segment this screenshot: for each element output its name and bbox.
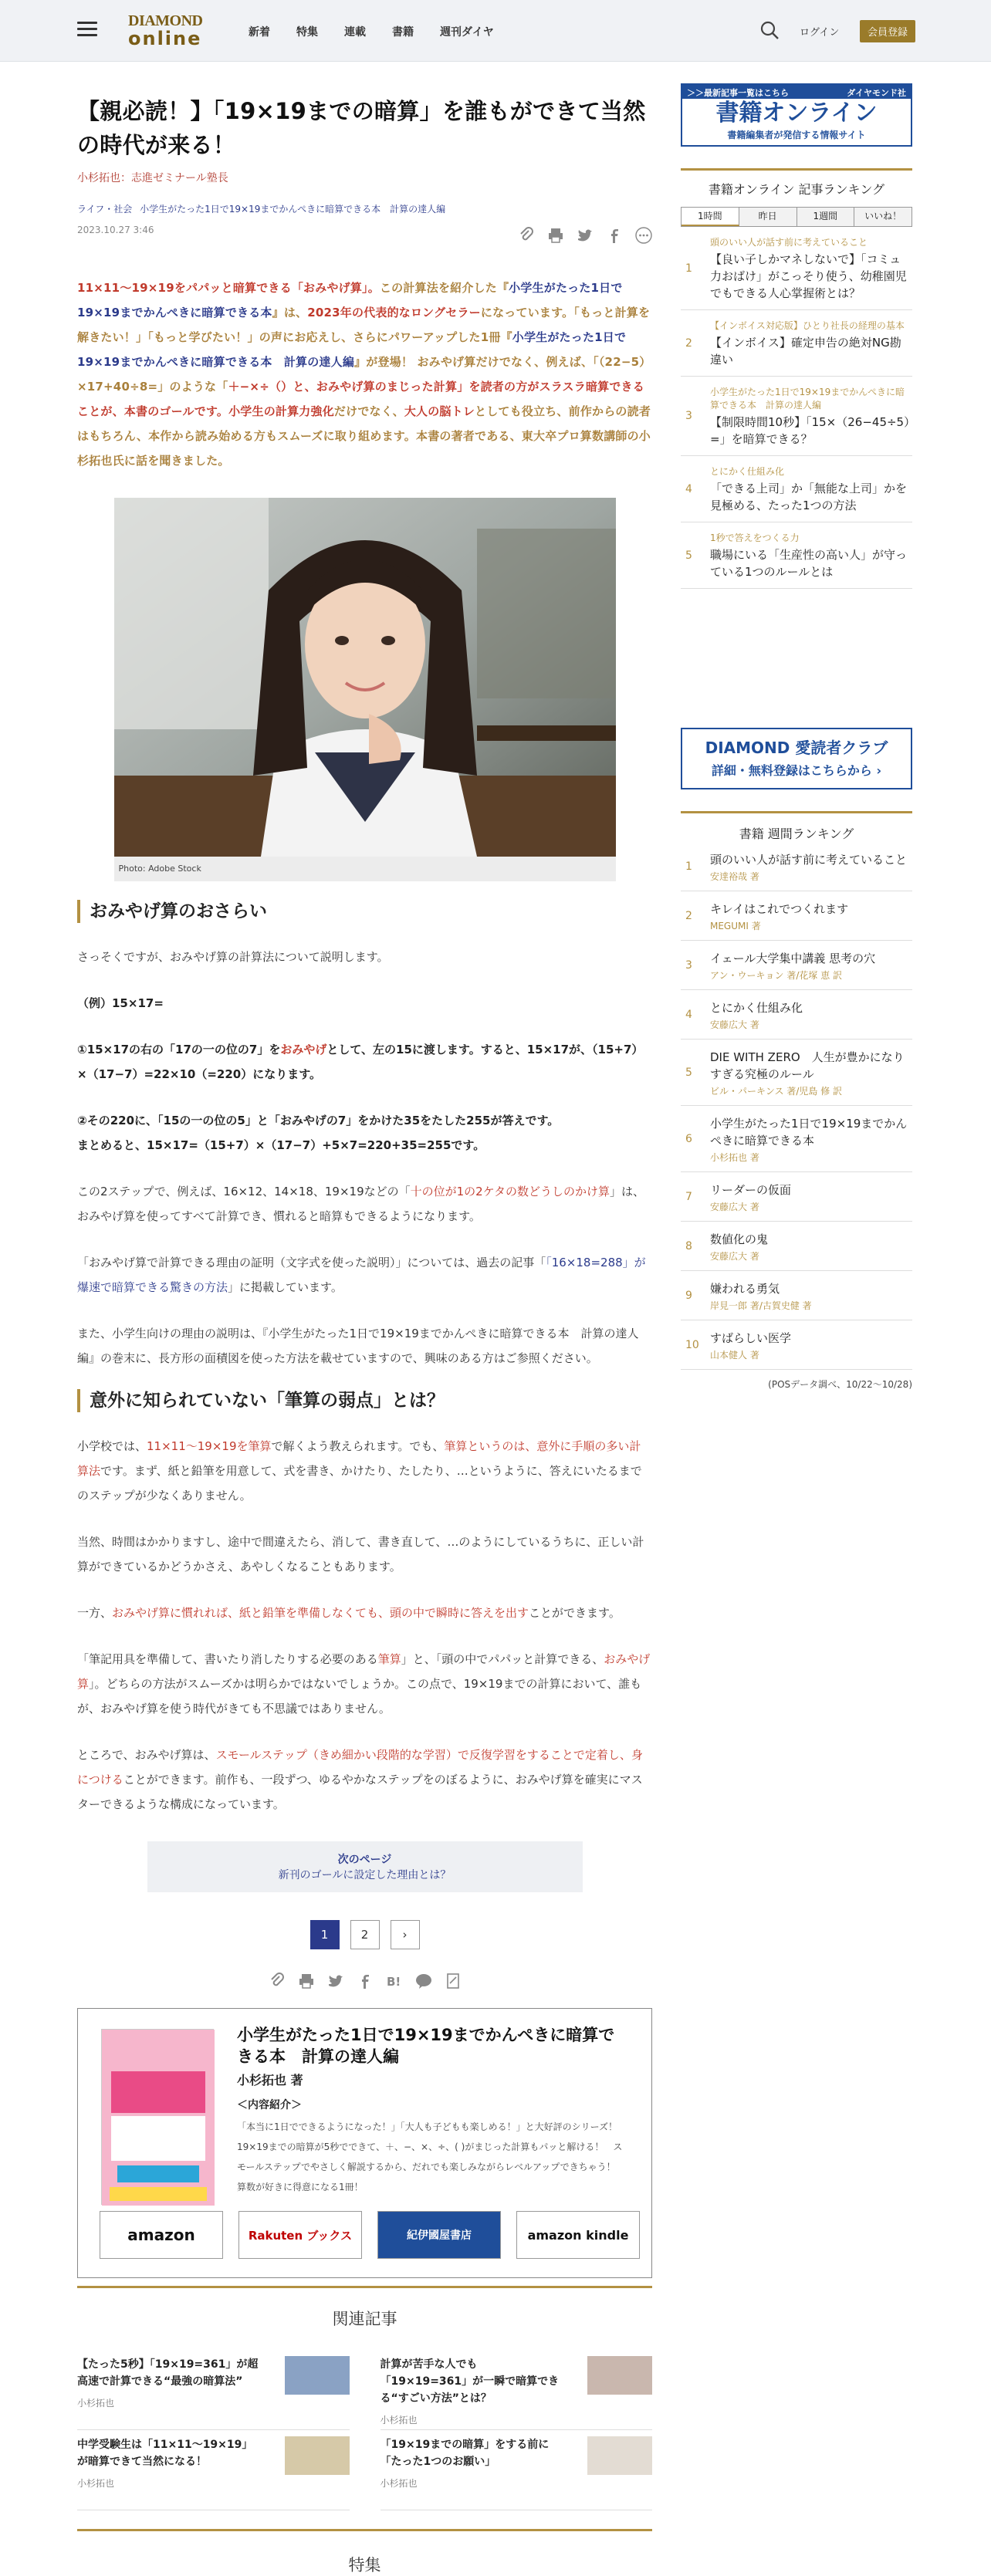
book-cover-art — [102, 2030, 215, 2206]
article-photo — [114, 498, 616, 857]
related-thumbnail — [285, 2436, 350, 2475]
site-header — [0, 0, 991, 62]
weekly-ranking-list — [681, 842, 912, 1370]
hatena-icon[interactable] — [386, 1973, 403, 1989]
paragraph: さっそくですが、おみやげ算の計算法について説明します。 — [77, 950, 389, 964]
paragraph: また、小学生向けの理由の説明は、『小学生がたった1日で19×19までかんぺきに暗算できる本 計算の達人編』の巻末に、長方形の面積図を使った方法を載せていますので、興味のある方はご参照ください。 — [77, 1327, 639, 1365]
kinokuniya-button[interactable]: 紀伊國屋書店 — [377, 2211, 501, 2259]
tab-1week[interactable]: 1週間 — [797, 208, 855, 226]
step-2: ②その220に、「15の一の位の5」と「おみやげの7」をかけた35をたした255が答えです。 まとめると、15×17=（15+7）×（17−7）+5×7=220+35=255です。 — [77, 1114, 560, 1152]
related-thumbnail — [587, 2356, 652, 2395]
related-item[interactable]: 「19×19までの暗算」をする前に「たった1つのお願い」 小杉拓也 — [381, 2430, 653, 2510]
weekly-item[interactable]: 4 とにかく仕組み化 安藤広大 著 — [681, 990, 912, 1040]
related-heading: 関連記事 — [332, 2310, 397, 2328]
page-next[interactable]: › — [391, 1920, 420, 1949]
weekly-item[interactable]: 9 嫌われる勇気 岸見一郎 著/古賀史健 著 — [681, 1271, 912, 1320]
book-author: 小杉拓也 著 — [237, 2073, 303, 2088]
rakuten-button[interactable]: Rakuten ブックス — [238, 2211, 362, 2259]
next-page-button[interactable]: 次のページ 新刊のゴールに設定した理由とは？ — [147, 1841, 583, 1892]
weekly-item[interactable]: 1 頭のいい人が話す前に考えていること 安達裕哉 著 — [681, 842, 912, 891]
share-bar-bottom — [77, 1973, 652, 1989]
book-box — [77, 2008, 652, 2278]
photo-caption: Photo: Adobe Stock — [114, 857, 616, 881]
lead-book-link[interactable]: 小学生がたった1日で19×19までかんぺきに暗算できる本 — [77, 281, 623, 319]
weekly-item[interactable]: 3 イェール大学集中講義 思考の穴 アン・ウーキョン 著/花塚 恵 訳 — [681, 941, 912, 990]
related-thumbnail — [285, 2356, 350, 2395]
article-title: 【親必読！】「19×19までの暗算」を誰もができて当然の時代が来る！ — [77, 98, 646, 158]
book-description: 「本当に1日でできるようになった！」「大人も子どもも楽しめる！」と大好評のシリーズ！ 19×19までの暗算が5秒でできて、＋、−、×、÷、( )がまじった計算もパッと解ける！ スモールステップでやさしく解説するから、だれでも楽しみながらレベルアップできちゃう！ 算数が好きに得意になる1冊！ — [237, 2121, 627, 2192]
store-links — [100, 2211, 640, 2259]
paragraph: 「筆記用具を準備して、書いたり消したりする必要のある筆算」と、「頭の中でパパッと計算できる、おみやげ算」。どちらの方法がスムーズかは明らかではないでしょうか。この点で、19×19までの計算において、誰もが、おみやげ算を使う時代がきても不思議ではありません。 — [77, 1652, 651, 1716]
ranking-tabs — [681, 207, 912, 227]
twitter-icon[interactable] — [577, 227, 594, 244]
related-thumbnail — [587, 2436, 652, 2475]
sidebar — [681, 83, 912, 1391]
book-title[interactable]: 小学生がたった1日で19×19までかんぺきに暗算できる本 計算の達人編 — [237, 2026, 615, 2066]
svg-text:B!: B! — [386, 1975, 401, 1989]
books-online-banner[interactable]: ＞＞最新記事一覧はこちら ダイヤモンド社 書籍オンライン 書籍編集者が発信する情報サイト — [681, 83, 912, 147]
pagination — [77, 1920, 652, 1949]
hamburger-menu-icon[interactable] — [77, 22, 97, 37]
weekly-item[interactable]: 5 DIE WITH ZERO 人生が豊かになりすぎる究極のルール ビル・パーキンス 著/児島 修 訳 — [681, 1040, 912, 1106]
paragraph: 「おみやげ算で計算できる理由の証明（文字式を使った説明）」については、過去の記事「「16×18=288」が爆速で暗算できる驚きの方法」に掲載しています。 — [77, 1256, 646, 1294]
step-1: ①15×17の右の「17の一の位の7」をおみやげとして、左の15に渡します。すると、15×17が、（15+7）×（17−7）=22×10（=220）になります。 — [77, 1043, 644, 1081]
article-date: 2023.10.27 3:46 — [77, 225, 154, 235]
student-photo-illustration — [114, 498, 616, 857]
paragraph: 一方、おみやげ算に慣れれば、紙と鉛筆を準備しなくても、頭の中で瞬時に答えを出すことができます。 — [77, 1606, 621, 1620]
paragraph: 小学校では、11×11〜19×19を筆算で解くよう教えられます。でも、筆算というのは、意外に手順の多い計算法です。まず、紙と鉛筆を用意して、式を書き、かけたり、たしたり、…というように、答えにいたるまでのステップが少なくありません。 — [77, 1439, 642, 1503]
article-author[interactable]: 小杉拓也：志進ゼミナール塾長 — [77, 172, 228, 184]
print-icon[interactable] — [547, 227, 564, 244]
tab-likes[interactable]: いいね！ — [854, 208, 912, 226]
weekly-ranking-heading: 書籍 週間ランキング — [681, 811, 912, 842]
search-icon[interactable] — [759, 20, 780, 40]
readers-club-banner[interactable]: DIAMOND 愛読者クラブ 詳細・無料登録はこちらから › — [681, 728, 912, 789]
clip-icon[interactable] — [518, 227, 535, 244]
line-icon[interactable] — [415, 1973, 432, 1989]
facebook-icon[interactable] — [357, 1973, 374, 1989]
ranking-item[interactable]: 3 小学生がたった1日で19×19までかんぺきに暗算できる本 計算の達人編 【制限時間10秒】「15×（26−45÷5）=」を暗算できる？ — [681, 377, 912, 456]
ranking-item[interactable]: 5 1秒で答えをつくる力 職場にいる「生産性の高い人」が守っている1つのルールとは — [681, 522, 912, 589]
tab-yesterday[interactable]: 昨日 — [739, 208, 797, 226]
share-bar-top — [518, 227, 652, 244]
tab-1hour[interactable]: 1時間 — [682, 208, 739, 226]
related-item[interactable]: 【たった5秒】「19×19=361」が超高速で計算できる“最強の暗算法” 小杉拓也 — [77, 2350, 350, 2430]
section-heading: おみやげ算のおさらい — [77, 900, 652, 923]
site-logo[interactable]: DIAMOND online — [128, 12, 203, 49]
weekly-item[interactable]: 2 キレイはこれでつくれます MEGUMI 著 — [681, 891, 912, 941]
book-intro-label: ＜内容紹介＞ — [237, 2099, 302, 2111]
twitter-icon[interactable] — [327, 1973, 344, 1989]
tag-series[interactable]: 小学生がたった1日で19×19までかんぺきに暗算できる本 計算の達人編 — [140, 204, 446, 215]
book-cover[interactable] — [101, 2029, 214, 2205]
ranking-heading: 書籍オンライン 記事ランキング — [681, 168, 912, 198]
divider — [77, 2529, 652, 2531]
paragraph: ところで、おみやげ算は、スモールステップ（きめ細かい段階的な学習）で反復学習をすることで定着し、身につけることができます。前作も、一段ずつ、ゆるやかなステップをのぼるように、おみやげ算を確実にマスターできるような構成になっています。 — [77, 1748, 643, 1811]
weekly-item[interactable]: 6 小学生がたった1日で19×19までかんぺきに暗算できる本 小杉拓也 著 — [681, 1106, 912, 1172]
article-lead: 11×11〜19×19をパパッと暗算できる「おみやげ算」。この計算法を紹介した『小学生がたった1日で19×19までかんぺきに暗算できる本』は、2023年の代表的なロングセラーになっています。「もっと計算を解きたい！」「もっと学びたい！」の声にお応えし、さらにパワーアップした1冊『小学生がたった1日で19×19までかんぺきに暗算できる本 計算の達人編』が登場！ おみやげ算だけでなく、例えば、「（22−5）×17+40÷8=」のような「＋−×÷（）と、おみやげ算のまじった計算」を読者の方がスラスラ暗算できることが、本書のゴールです。小学生の計算力強化だけでなく、大人の脳トレとしても役立ち、前作からの読者はもちろん、本作から読み始める方もスムーズに取り組めます。本書の著者である、東大卒プロ算数講師の小杉拓也氏に話を聞きました。 — [77, 281, 651, 468]
related-articles — [77, 2350, 652, 2510]
ranking-item[interactable]: 4 とにかく仕組み化 「できる上司」か「無能な上司」かを見極める、たった1つの方法 — [681, 456, 912, 522]
kindle-button[interactable]: amazon kindle — [516, 2211, 640, 2259]
related-item[interactable]: 中学受験生は「11×11〜19×19」が暗算できて当然になる！ 小杉拓也 — [77, 2430, 350, 2510]
divider — [77, 2286, 652, 2288]
nav-new[interactable]: 新着 — [249, 26, 270, 39]
facebook-icon[interactable] — [606, 227, 623, 244]
clip-icon[interactable] — [269, 1973, 286, 1989]
nav-features[interactable]: 特集 — [296, 26, 318, 39]
more-icon[interactable] — [635, 227, 652, 244]
paragraph: 当然、時間はかかりますし、途中で間違えたら、消して、書き直して、…のようにしているうちに、正しい計算ができているかどうかさえ、あやしくなることもあります。 — [77, 1535, 644, 1574]
register-button[interactable]: 会員登録 — [860, 20, 915, 42]
page-1[interactable]: 1 — [310, 1920, 340, 1949]
main-nav — [249, 24, 494, 39]
nav-books[interactable]: 書籍 — [392, 26, 414, 39]
lead-new-book-link[interactable]: 小学生がたった1日で19×19までかんぺきに暗算できる本 計算の達人編 — [77, 330, 627, 369]
amazon-button[interactable]: amazon — [100, 2211, 223, 2259]
ranking-list — [681, 227, 912, 589]
section-heading: 意外に知られていない「筆算の弱点」とは？ — [77, 1389, 652, 1412]
feature-heading: 特集 — [348, 2556, 381, 2574]
bookmark-icon[interactable] — [445, 1973, 462, 1989]
article — [77, 94, 652, 2576]
login-link[interactable]: ログイン — [800, 27, 840, 39]
nav-weekly[interactable]: 週刊ダイヤ — [440, 26, 494, 39]
example: （例）15×17= — [77, 996, 164, 1010]
print-icon[interactable] — [298, 1973, 315, 1989]
weekly-item[interactable]: 7 リーダーの仮面 安藤広大 著 — [681, 1172, 912, 1222]
weekly-item[interactable]: 8 数値化の鬼 安藤広大 著 — [681, 1222, 912, 1271]
tag-category[interactable]: ライフ・社会 — [77, 204, 133, 215]
ranking-item[interactable]: 1 頭のいい人が話す前に考えていること 【良い子しかマネしないで】「コミュ力おばけ」がこっそり使う、幼稚園児でもできる人心掌握術とは？ — [681, 227, 912, 310]
paragraph: この2ステップで、例えば、16×12、14×18、19×19などの「十の位が1の2ケタの数どうしのかけ算」は、おみやげ算を使ってすべて計算でき、慣れると暗算もできるようになります。 — [77, 1185, 644, 1223]
related-item[interactable]: 計算が苦手な人でも「19×19=361」が一瞬で暗算できる“すごい方法”とは？ 小杉拓也 — [381, 2350, 653, 2430]
ranking-item[interactable]: 2 【インボイス対応版】ひとり社長の経理の基本 【インボイス】確定申告の絶対NG勘違い — [681, 310, 912, 377]
pos-note: (POSデータ調べ、10/22〜10/28) — [768, 1379, 912, 1390]
nav-series[interactable]: 連載 — [344, 26, 366, 39]
weekly-item[interactable]: 10 すばらしい医学 山本健人 著 — [681, 1320, 912, 1370]
article-tags — [77, 202, 652, 215]
past-article-link[interactable]: 「16×18=288」が爆速で暗算できる驚きの方法 — [77, 1256, 646, 1294]
page-2[interactable]: 2 — [350, 1920, 380, 1949]
